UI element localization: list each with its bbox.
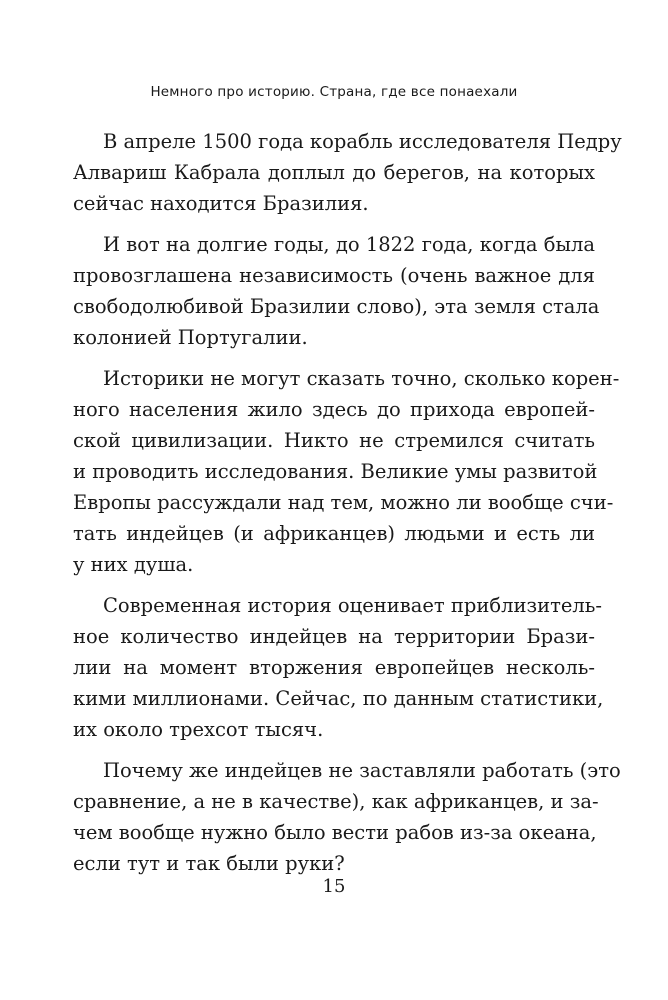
text-line: и проводить исследования. Великие умы развитой: [73, 460, 598, 483]
page-number: 15: [322, 876, 346, 897]
text-line: ской цивилизации. Никто не стремился считать: [73, 429, 595, 452]
paragraph-2: [73, 229, 600, 353]
text-line: Историки не могут сказать точно, сколько корен-: [103, 367, 620, 390]
text-line: лии на момент вторжения европейцев несколь-: [73, 656, 595, 679]
text-line: если тут и так были руки?: [73, 852, 345, 875]
paragraph-3: [73, 363, 620, 580]
text-line: свободолюбивой Бразилии слово), эта земля стала: [73, 295, 600, 318]
text-line: Почему же индейцев не заставляли работать (это: [103, 759, 621, 782]
text-line: И вот на долгие годы, до 1822 года, когда была: [103, 233, 595, 256]
text-line: чем вообще нужно было вести рабов из-за океана,: [73, 821, 597, 844]
text-line: ного населения жило здесь до прихода европей-: [73, 398, 595, 421]
text-line: Европы рассуждали над тем, можно ли вообще счи-: [73, 491, 614, 514]
running-head: Немного про историю. Страна, где все понаехали: [150, 84, 518, 100]
text-line: Алвариш Кабрала доплыл до берегов, на которых: [73, 161, 595, 184]
text-line: их около трехсот тысяч.: [73, 718, 324, 741]
text-line: у них душа.: [73, 553, 194, 576]
text-line: провозглашена независимость (очень важное для: [73, 264, 595, 287]
text-line: ное количество индейцев на территории Брази-: [73, 625, 595, 648]
text-line: сейчас находится Бразилия.: [73, 192, 369, 215]
text-line: В апреле 1500 года корабль исследователя Педру: [103, 130, 622, 153]
text-line: Современная история оценивает приблизитель-: [103, 594, 603, 617]
text-line: сравнение, а не в качестве), как африканцев, и за-: [73, 790, 599, 813]
paragraph-4: [73, 590, 604, 745]
text-line: колонией Португалии.: [73, 326, 308, 349]
text-line: кими миллионами. Сейчас, по данным статистики,: [73, 687, 604, 710]
paragraph-1: [73, 126, 622, 219]
text-line: тать индейцев (и африканцев) людьми и есть ли: [73, 522, 595, 545]
paragraph-5: [73, 755, 621, 879]
body-text: [73, 126, 622, 889]
